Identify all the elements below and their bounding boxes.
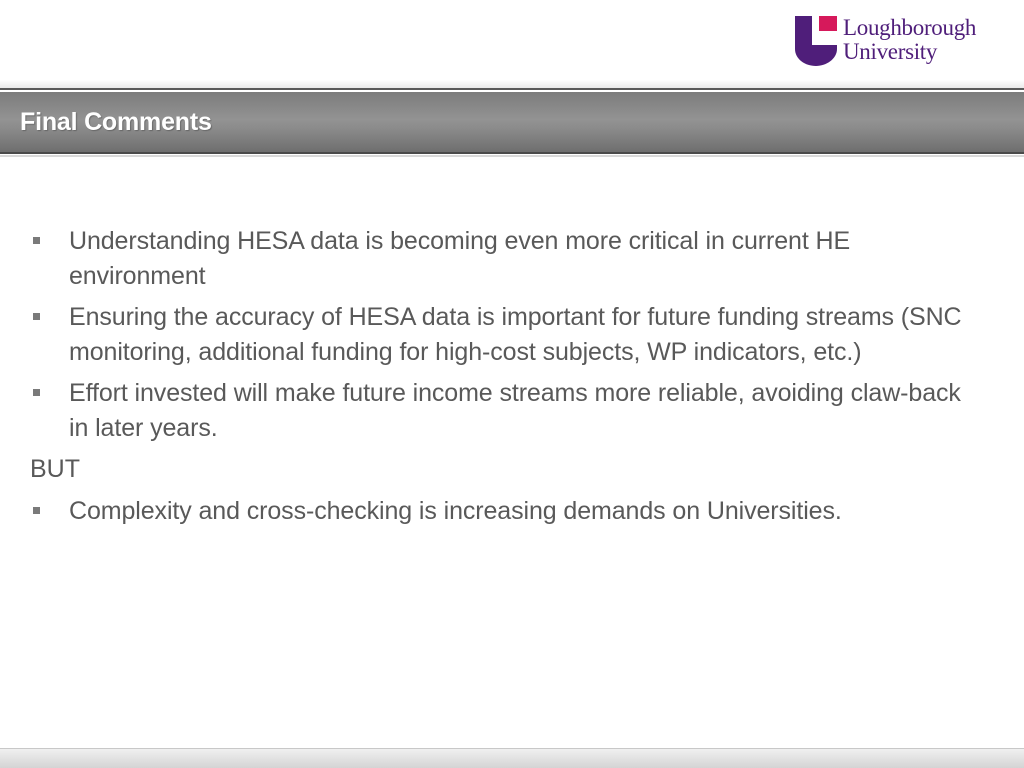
bullet-item [30,224,980,293]
bullet-text: Ensuring the accuracy of HESA data is important for future funding streams (SNC monitoring, additional funding for high-cost subjects, WP indicators, etc.) [69,303,962,366]
university-logo [795,16,976,68]
separator-text: BUT [30,455,80,483]
bullet-text: Effort invested will make future income streams more reliable, avoiding claw-back in later years. [69,379,961,442]
footer-bar [0,748,1024,768]
bullet-list-2 [30,494,980,529]
square-bullet-icon [33,237,40,244]
bullet-list [30,224,980,445]
bullet-text: Understanding HESA data is becoming even more critical in current HE environment [69,227,851,290]
logo-line-2: University [843,39,938,64]
square-bullet-icon [33,507,40,514]
university-crest-icon [795,16,837,66]
bullet-item [30,494,980,529]
bullet-item [30,300,980,369]
square-bullet-icon [33,313,40,320]
logo-wordmark [843,16,976,64]
square-bullet-icon [33,389,40,396]
slide-title: Final Comments [20,108,212,136]
title-bar [0,90,1024,154]
bullet-text: Complexity and cross-checking is increasing demands on Universities. [69,496,842,525]
slide-content [30,224,980,535]
bullet-item [30,376,980,445]
logo-line-1: Loughborough [843,15,977,40]
